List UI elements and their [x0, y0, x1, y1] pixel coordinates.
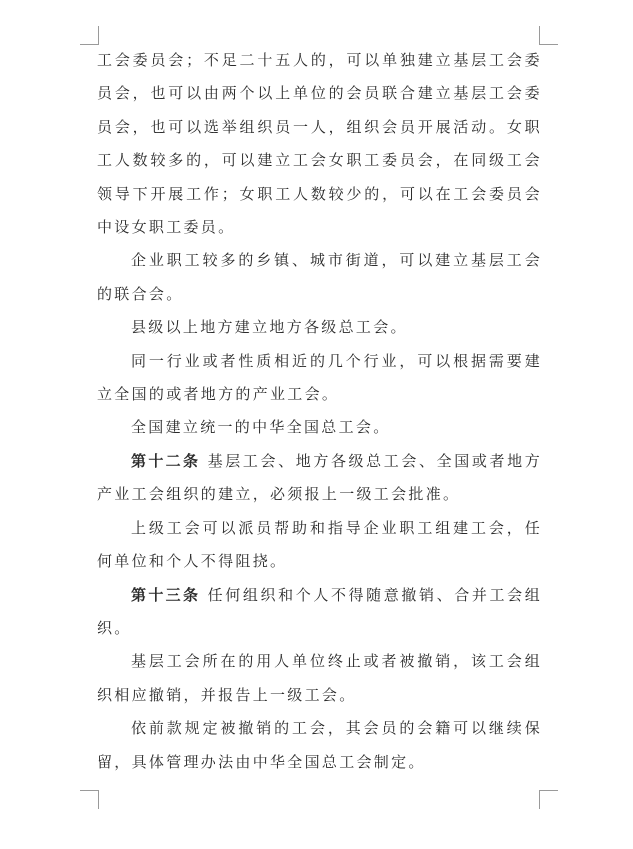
paragraph-text: 同一行业或者性质相近的几个行业，可以根据需要建立全国的或者地方的产业工会。 [97, 351, 542, 404]
paragraph-text: 任何组织和个人不得随意撤销、合并工会组织。 [97, 585, 542, 637]
paragraph-text: 全国建立统一的中华全国总工会。 [131, 418, 391, 437]
paragraph-text: 基层工会、地方各级总工会、全国或者地方产业工会组织的建立，必须报上一级工会批准。 [97, 451, 542, 504]
paragraph [97, 645, 542, 712]
paragraph [97, 712, 542, 779]
paragraph-text: 县级以上地方建立地方各级总工会。 [131, 318, 408, 337]
crop-mark-bottom-left [80, 790, 99, 809]
paragraph-text: 工会委员会；不足二十五人的，可以单独建立基层工会委员会，也可以由两个以上单位的会员联合建立基层工会委员会，也可以选举组织员一人，组织会员开展活动。女职工人数较多的，可以建立工会女职工委员会，在同级工会领导下开展工作；女职工人数较少的，可以在工会委员会中设女职工委员。 [97, 51, 542, 237]
paragraph [97, 244, 542, 311]
crop-mark-top-left [80, 26, 99, 45]
crop-mark-top-right [539, 26, 558, 45]
paragraph [97, 345, 542, 412]
paragraph [97, 411, 542, 444]
paragraph-text: 基层工会所在的用人单位终止或者被撤销，该工会组织相应撤销，并报告上一级工会。 [97, 652, 542, 704]
paragraph-text: 依前款规定被撤销的工会，其会员的会籍可以继续保留，具体管理办法由中华全国总工会制定。 [97, 719, 542, 771]
article-paragraph [97, 579, 542, 646]
paragraph-text: 企业职工较多的乡镇、城市街道，可以建立基层工会的联合会。 [97, 251, 542, 303]
document-body [97, 44, 542, 779]
paragraph [97, 512, 542, 579]
paragraph [97, 311, 542, 344]
article-paragraph [97, 445, 542, 512]
article-label: 第十三条 [131, 585, 201, 604]
paragraph [97, 44, 542, 244]
crop-mark-bottom-right [539, 790, 558, 809]
paragraph-text: 上级工会可以派员帮助和指导企业职工组建工会，任何单位和个人不得阻挠。 [97, 518, 542, 571]
article-label: 第十二条 [131, 451, 201, 470]
